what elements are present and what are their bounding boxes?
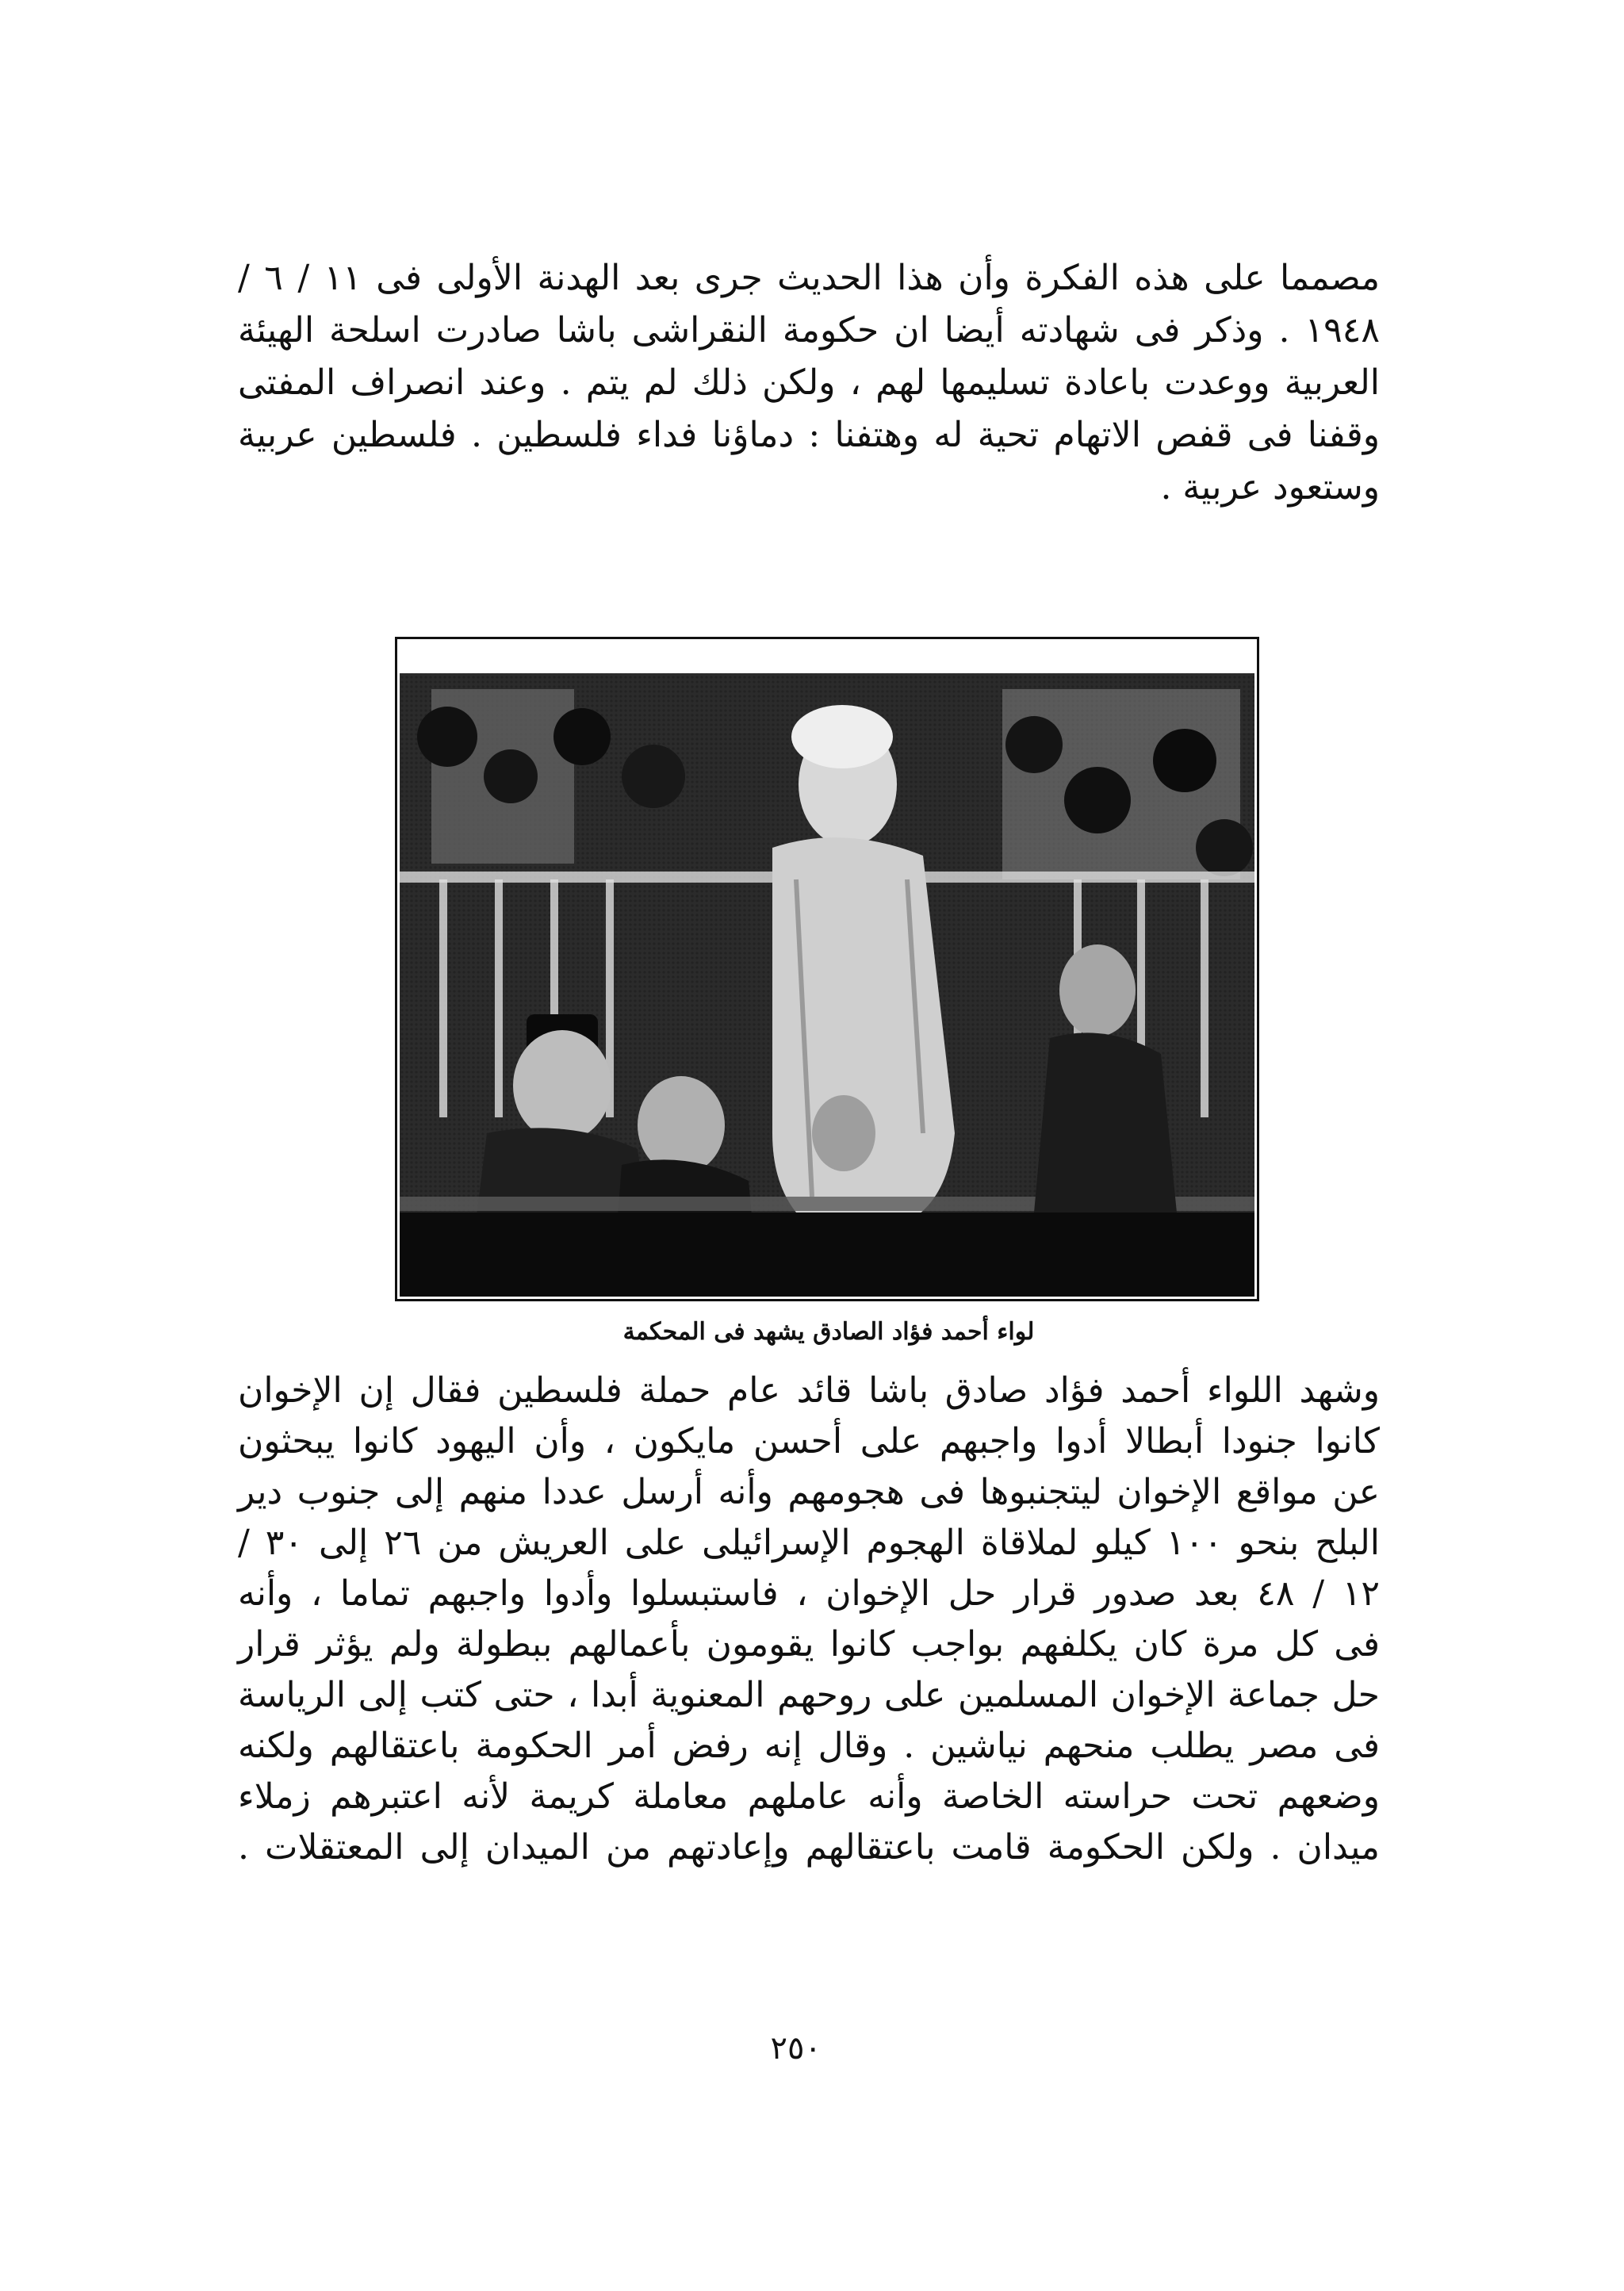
photo-caption: لواء أحمد فؤاد الصادق يشهد فى المحكمة [622, 1318, 1035, 1346]
text-line: ١٢ / ٤٨ بعد صدور قرار حل الإخوان ، فاستبسلوا وأدوا واجبهم تماما ، وأنه [238, 1573, 1381, 1614]
text-line: ميدان . ولكن الحكومة قامت باعتقالهم وإعادتهم من الميدان إلى المعتقلات . [238, 1827, 1380, 1868]
text-line: وضعهم تحت حراسته الخاصة وأنه عاملهم معاملة كريمة لأنه اعتبرهم زملاء [238, 1776, 1380, 1817]
text-line: عن مواقع الإخوان ليتجنبوها فى هجومهم وأنه أرسل عددا منهم إلى جنوب دير [238, 1472, 1380, 1512]
text-line: كانوا جنودا أبطالا أدوا واجبهم على أحسن مايكون ، وأن اليهود كانوا يبحثون [238, 1421, 1380, 1462]
text-line: وستعود عربية . [1160, 467, 1380, 508]
text-line: فى كل مرة كان يكلفهم بواجب كانوا يقومون بأعمالهم ببطولة ولم يؤثر قرار [238, 1624, 1380, 1665]
courtroom-photo [395, 637, 1259, 1301]
text-line: فى مصر يطلب منحهم نياشين . وقال إنه رفض أمر الحكومة باعتقالهم ولكنه [238, 1726, 1380, 1766]
text-line: العربية ووعدت باعادة تسليمها لهم ، ولكن ذلك لم يتم . وعند انصراف المفتى [238, 362, 1380, 403]
text-line: حل جماعة الإخوان المسلمين على روحهم المعنوية أبدا ، حتى كتب إلى الرياسة [238, 1675, 1380, 1715]
text-line: مصمما على هذه الفكرة وأن هذا الحديث جرى بعد الهدنة الأولى فى ١١ / ٦ / [238, 258, 1381, 298]
paragraph-bottom [238, 1366, 1380, 1873]
paragraph-top [238, 252, 1380, 514]
text-line: وقفنا فى قفص الاتهام تحية له وهتفنا : دماؤنا فداء فلسطين . فلسطين عربية [238, 415, 1380, 455]
text-line: وشهد اللواء أحمد فؤاد صادق باشا قائد عام حملة فلسطين فقال إن الإخوان [238, 1370, 1380, 1411]
page-number: ٢٥٠ [770, 2030, 822, 2067]
photo-image [400, 642, 1254, 1297]
text-line: ١٩٤٨ . وذكر فى شهادته أيضا ان حكومة النقراشى باشا صادرت اسلحة الهيئة [238, 310, 1380, 351]
text-line: البلح بنحو ١٠٠ كيلو لملاقاة الهجوم الإسرائيلى على العريش من ٢٦ إلى ٣٠ / [238, 1523, 1380, 1563]
